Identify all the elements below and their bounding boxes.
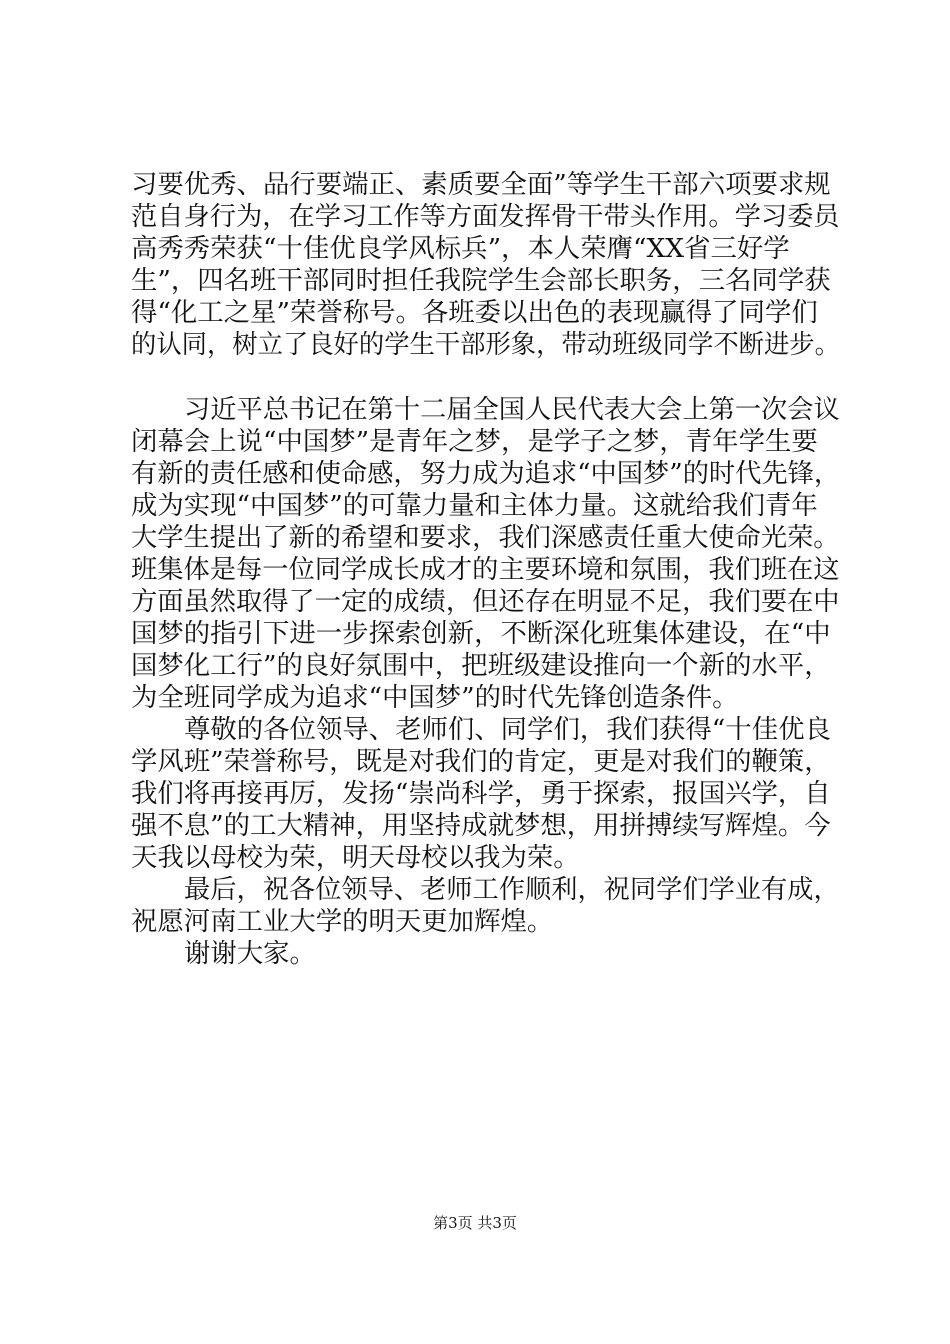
text-line: 班集体是每一位同学成长成才的主要环境和氛围，我们班在这 <box>131 554 840 585</box>
text-line: 生”，四名班干部同时担任我院学生会部长职务，三名同学获 <box>131 265 831 296</box>
text-line: 高秀秀荣获“十佳优良学风标兵”，本人荣膺“XX省三好学 <box>131 233 790 264</box>
text-line: 为全班同学成为追求“中国梦”的时代先锋创造条件。 <box>131 682 739 713</box>
text-line: 习近平总书记在第十二届全国人民代表大会上第一次会议 <box>184 394 840 425</box>
text-line: 最后，祝各位领导、老师工作顺利，祝同学们学业有成， <box>184 874 840 905</box>
text-line: 的认同，树立了良好的学生干部形象，带动班级同学不断进步。 <box>131 329 840 360</box>
text-line: 天我以母校为荣，明天母校以我为荣。 <box>131 842 580 873</box>
text-line: 闭幕会上说“中国梦”是青年之梦，是学子之梦，青年学生要 <box>131 426 818 457</box>
text-line: 方面虽然取得了一定的成绩，但还存在明显不足，我们要在中 <box>131 586 840 617</box>
text-line: 成为实现“中国梦”的可靠力量和主体力量。这就给我们青年 <box>131 490 818 521</box>
text-line: 习要优秀、品行要端正、素质要全面”等学生干部六项要求规 <box>131 169 831 200</box>
text-line: 得“化工之星”荣誉称号。各班委以出色的表现赢得了同学们 <box>131 297 818 328</box>
text-line: 我们将再接再厉，发扬“崇尚科学，勇于探索，报国兴学，自 <box>131 778 831 809</box>
text-line: 尊敬的各位领导、老师们、同学们，我们获得“十佳优良 <box>184 714 831 745</box>
text-line: 祝愿河南工业大学的明天更加辉煌。 <box>131 906 554 937</box>
text-line: 国梦的指引下进一步探索创新，不断深化班集体建设，在“中 <box>131 618 831 649</box>
text-line: 谢谢大家。 <box>184 938 316 969</box>
text-line: 大学生提出了新的希望和要求，我们深感责任重大使命光荣。 <box>131 522 840 553</box>
text-line: 国梦化工行”的良好氛围中，把班级建设推向一个新的水平， <box>131 650 831 681</box>
text-line: 范自身行为，在学习工作等方面发挥骨干带头作用。学习委员 <box>131 201 840 232</box>
text-line: 学风班”荣誉称号，既是对我们的肯定，更是对我们的鞭策， <box>131 746 831 777</box>
text-line: 强不息”的工大精神，用坚持成就梦想，用拼搏续写辉煌。今 <box>131 810 831 841</box>
page-number-footer: 第3页 共3页 <box>433 1214 517 1232</box>
text-line: 有新的责任感和使命感，努力成为追求“中国梦”的时代先锋， <box>131 458 841 489</box>
